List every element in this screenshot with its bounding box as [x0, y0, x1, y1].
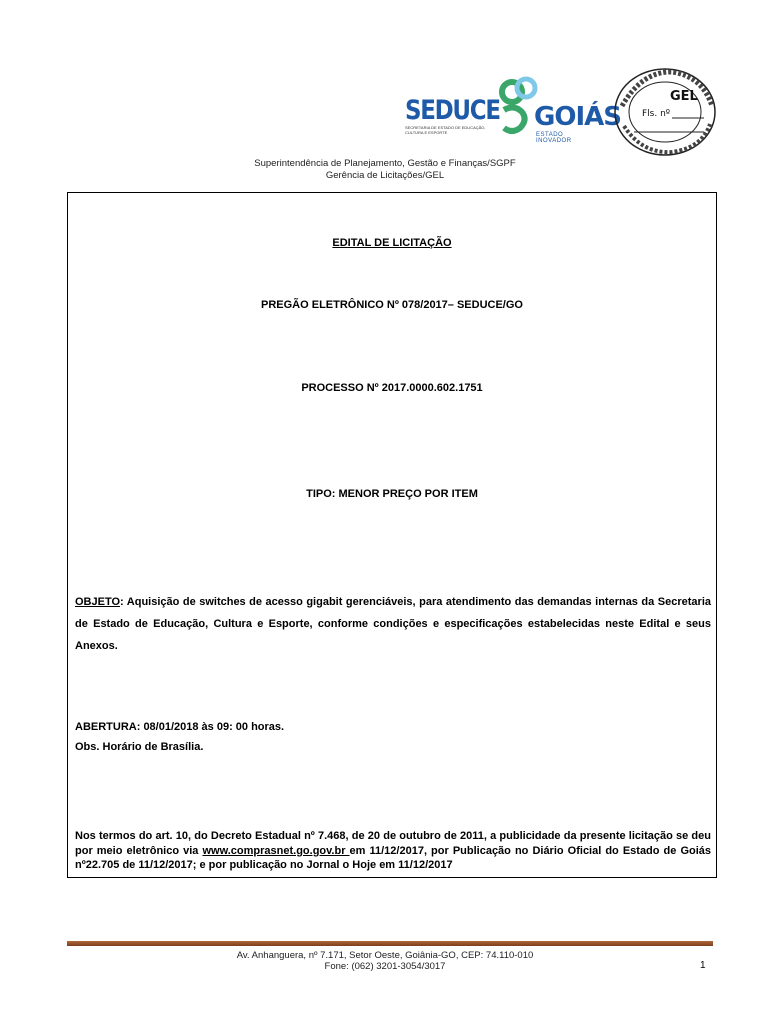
footer-address: Av. Anhanguera, nº 7.171, Setor Oeste, Goiânia-GO, CEP: 74.110-010	[236, 950, 534, 961]
goias-logo-name: GOIÁS	[534, 102, 621, 132]
header-gerencia: Gerência de Licitações/GEL	[325, 170, 445, 181]
tipo-licitacao: TIPO: MENOR PREÇO POR ITEM	[306, 488, 478, 500]
go-symbol-icon	[498, 76, 538, 138]
termos-text-2: em 11/12/2017, por Publicação no Diário Oficial do Estado de Goiás nº22.705 de 11/12/2017; e por publicação no Jornal o Hoje em 11/12/2017	[75, 844, 712, 871]
footer-phone: Fone: (062) 3201-3054/3017	[324, 961, 446, 972]
gel-stamp	[612, 66, 718, 158]
seduce-logo-name: SEDUCE	[405, 95, 500, 126]
stamp-fls: Fls. nº	[642, 109, 671, 119]
comprasnet-link[interactable]: www.comprasnet.go.gov.br	[202, 844, 350, 857]
objeto-label: OBJETO	[75, 596, 121, 608]
objeto-paragraph	[75, 591, 711, 657]
goias-logo	[498, 74, 621, 144]
abertura-block	[75, 717, 711, 757]
page-number: 1	[700, 960, 706, 971]
processo-number: PROCESSO Nº 2017.0000.602.1751	[301, 382, 483, 394]
goias-logo-subtitle: ESTADO INOVADOR	[536, 132, 572, 144]
header-superintendencia: Superintendência de Planejamento, Gestão e Finanças/SGPF	[254, 158, 516, 169]
footer-rule	[67, 941, 713, 946]
obs-horario: Obs. Horário de Brasília.	[75, 741, 204, 753]
seduce-logo	[405, 95, 500, 140]
seduce-logo-subtitle: SECRETARIA DE ESTADO DE EDUCAÇÃO, CULTURA E ESPORTE	[405, 125, 486, 135]
stamp-gel: GEL	[670, 89, 698, 104]
publicidade-paragraph	[75, 829, 711, 873]
edital-box	[67, 192, 717, 878]
pregao-number: PREGÃO ELETRÔNICO Nº 078/2017– SEDUCE/GO	[261, 299, 523, 311]
termos-text-1: Nos termos do art. 10, do Decreto Estadual nº 7.468, de 20 de outubro de 2011, a publicidade da presente licitação se deu por meio eletrônico via	[75, 830, 711, 857]
objeto-text: : Aquisição de switches de acesso gigabit gerenciáveis, para atendimento das demandas internas da Secretaria de Estado de Educação, Cultura e Esporte, conforme condições e especificações estabelecidas neste Edital e seus Anexos.	[75, 596, 711, 652]
edital-title: EDITAL DE LICITAÇÃO	[332, 237, 452, 249]
abertura-date: ABERTURA: 08/01/2018 às 09: 00 horas.	[75, 721, 285, 733]
